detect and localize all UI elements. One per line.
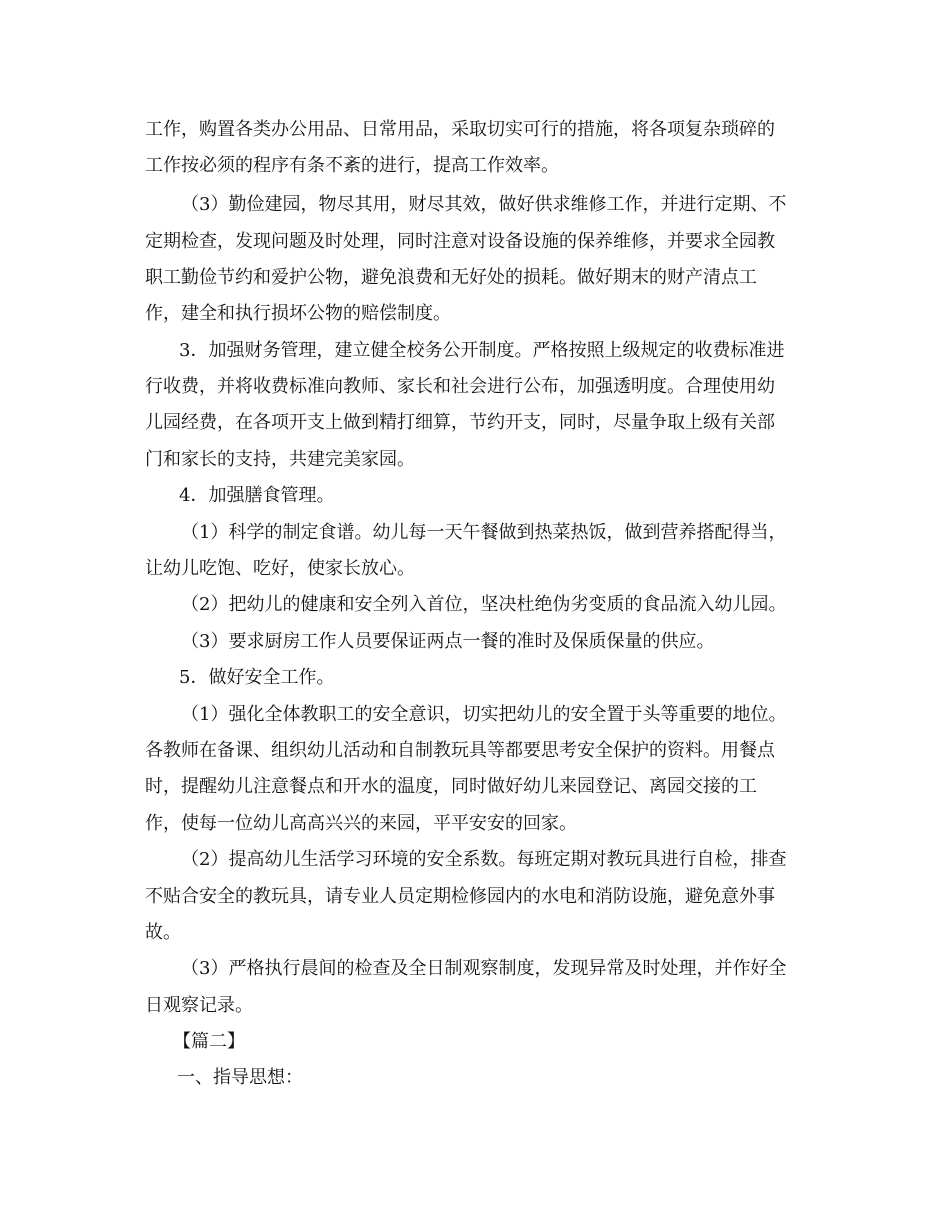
- text-line: （2）提高幼儿生活学习环境的安全系数。每班定期对教玩具进行自检，排查: [181, 849, 787, 870]
- text-line: 让幼儿吃饱、吃好，使家长放心。: [145, 558, 415, 579]
- text-line: （3）勤俭建园，物尽其用，财尽其效，做好供求维修工作，并进行定期、不: [181, 194, 787, 215]
- text-line: 5．做好安全工作。: [179, 667, 335, 688]
- text-line: 定期检查，发现问题及时处理，同时注意对设备设施的保养维修，并要求全园教: [145, 231, 775, 252]
- text-line: 行收费，并将收费标准向教师、家长和社会进行公布，加强透明度。合理使用幼: [145, 376, 775, 397]
- text-line: 各教师在备课、组织幼儿活动和自制教玩具等都要思考安全保护的资料。用餐点: [145, 740, 775, 761]
- text-line: （1）强化全体教职工的安全意识，切实把幼儿的安全置于头等重要的地位。: [181, 704, 787, 725]
- text-line: 工作，购置各类办公用品、日常用品，采取切实可行的措施，将各项复杂琐碎的: [145, 119, 775, 140]
- text-line: （1）科学的制定食谱。幼儿每一天午餐做到热菜热饭，做到营养搭配得当，: [181, 522, 787, 543]
- text-line: 日观察记录。: [145, 995, 253, 1016]
- text-line: （2）把幼儿的健康和安全列入首位，坚决杜绝伪劣变质的食品流入幼儿园。: [181, 594, 787, 615]
- text-line: 儿园经费，在各项开支上做到精打细算，节约开支，同时，尽量争取上级有关部: [145, 412, 775, 433]
- text-line: 工作按必须的程序有条不紊的进行，提高工作效率。: [145, 155, 559, 176]
- text-line: 作，使每一位幼儿高高兴兴的来园，平平安安的回家。: [145, 813, 577, 834]
- text-line: 4．加强膳食管理。: [179, 485, 335, 506]
- text-line: 职工勤俭节约和爱护公物，避免浪费和无好处的损耗。做好期末的财产清点工: [145, 267, 757, 288]
- text-line: 不贴合安全的教玩具，请专业人员定期检修园内的水电和消防设施，避免意外事: [145, 886, 775, 907]
- text-line: 时，提醒幼儿注意餐点和开水的温度，同时做好幼儿来园登记、离园交接的工: [145, 776, 757, 797]
- section-heading: 【篇二】: [173, 1031, 245, 1052]
- text-line: 故。: [145, 922, 181, 943]
- text-line: （3）要求厨房工作人员要保证两点一餐的准时及保质保量的供应。: [181, 631, 715, 652]
- text-line: 3．加强财务管理，建立健全校务公开制度。严格按照上级规定的收费标准进: [179, 340, 785, 361]
- text-line: 门和家长的支持，共建完美家园。: [145, 449, 415, 470]
- subheading: 一、指导思想：: [177, 1067, 303, 1088]
- text-line: （3）严格执行晨间的检查及全日制观察制度，发现异常及时处理，并作好全: [181, 958, 787, 979]
- text-line: 作，建全和执行损坏公物的赔偿制度。: [145, 303, 451, 324]
